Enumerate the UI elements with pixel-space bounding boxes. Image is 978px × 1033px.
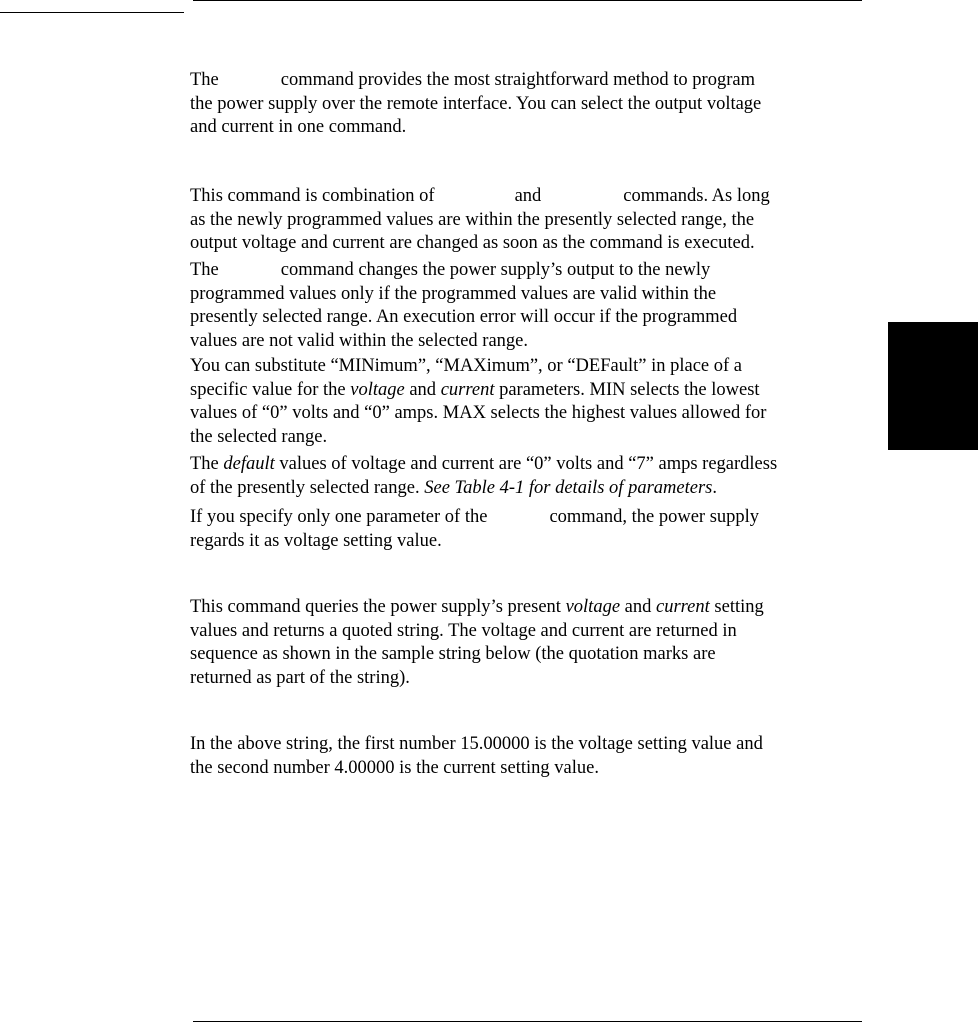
text-line: presently selected range. An execution error will occur if the programmed bbox=[190, 307, 738, 327]
text-line: If you specify only one parameter of the command, the power supply bbox=[190, 507, 760, 527]
paragraph-apply-combination bbox=[190, 185, 870, 256]
text-line: The default values of voltage and current are “0” volts and “7” amps regardless bbox=[190, 454, 778, 474]
text-line: programmed values only if the programmed values are valid within the bbox=[190, 283, 717, 304]
text-line: returned as part of the string). bbox=[190, 667, 410, 688]
text-line: You can substitute “MINimum”, “MAXimum”, or “DEFault” in place of a bbox=[190, 356, 742, 376]
header-rule-right bbox=[193, 0, 862, 1]
paragraph-apply-validity bbox=[190, 259, 870, 353]
paragraph-apply-intro bbox=[190, 69, 870, 140]
text-line: In the above string, the first number 15.00000 is the voltage setting value and bbox=[190, 734, 763, 754]
text-line: output voltage and current are changed as soon as the command is executed. bbox=[190, 233, 755, 253]
paragraph-apply-single-parameter bbox=[190, 506, 870, 553]
paragraph-apply-default bbox=[190, 453, 870, 500]
text-line: the power supply over the remote interface. You can select the output voltage bbox=[190, 93, 762, 114]
text-line: The command changes the power supply’s output to the newly bbox=[190, 260, 711, 280]
text-line: of the presently selected range. See Table 4-1 for details of parameters. bbox=[190, 477, 717, 498]
text-line: the second number 4.00000 is the current setting value. bbox=[190, 757, 599, 778]
header-rule-left bbox=[0, 12, 184, 13]
chapter-tab-marker bbox=[888, 322, 978, 450]
footer-rule bbox=[193, 1021, 862, 1022]
text-line: as the newly programmed values are within the presently selected range, the bbox=[190, 209, 755, 230]
paragraph-apply-substitute bbox=[190, 355, 870, 449]
text-line: the selected range. bbox=[190, 426, 328, 447]
text-line: The command provides the most straightforward method to program bbox=[190, 70, 755, 90]
text-line: specific value for the voltage and current parameters. MIN selects the lowest bbox=[190, 379, 760, 400]
text-line: values of “0” volts and “0” amps. MAX selects the highest values allowed for bbox=[190, 403, 767, 423]
paragraph-apply-query bbox=[190, 596, 870, 690]
text-line: values are not valid within the selected range. bbox=[190, 330, 529, 351]
text-line: regards it as voltage setting value. bbox=[190, 530, 442, 551]
text-line: This command queries the power supply’s present voltage and current setting bbox=[190, 597, 764, 617]
text-line: values and returns a quoted string. The voltage and current are returned in bbox=[190, 620, 737, 641]
table-reference: See Table 4-1 for details of parameters bbox=[424, 477, 713, 498]
text-line: and current in one command. bbox=[190, 117, 407, 137]
paragraph-query-result bbox=[190, 733, 870, 780]
text-line: This command is combination of and commands. As long bbox=[190, 186, 770, 206]
text-line: sequence as shown in the sample string below (the quotation marks are bbox=[190, 644, 716, 664]
